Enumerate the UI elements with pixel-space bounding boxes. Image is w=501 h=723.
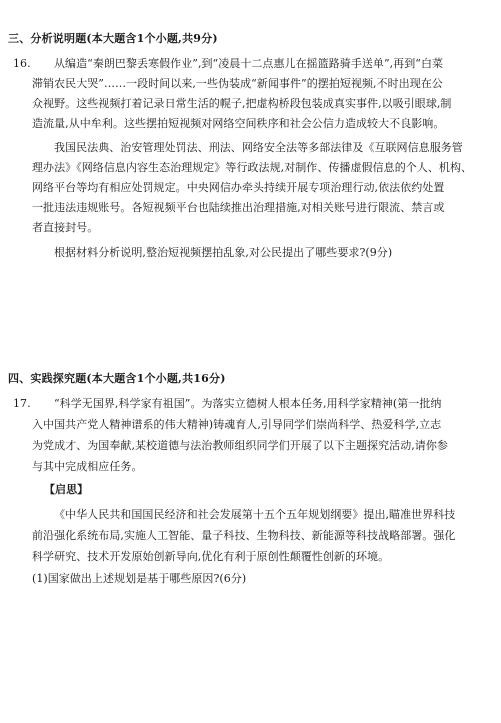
q16-line-4: 造流量,从中牟利。这些摆拍短视频对网络空间秩序和社会公信力造成较大不良影响。: [32, 117, 445, 130]
q17-sub-line-1: 《中华人民共和国国民经济和社会发展第十五个五年规划纲要》提出,瞄准世界科技: [54, 508, 456, 521]
q17-line-3: 为党成才、为国奉献,某校道德与法治教师组织同学们开展了以下主题探究活动,请你参: [32, 439, 448, 452]
q17-line-1: “科学无国界,科学家有祖国”。为落实立德树人根本任务,用科学家精神(第一批纳: [54, 397, 442, 410]
q17-sub-line-2: 前沿强化系统布局,实施人工智能、量子科技、生物科技、新能源等科技战略部署。强化: [32, 529, 456, 542]
q16-question: 根据材料分析说明,整治短视频摆拍乱象,对公民提出了哪些要求?(9分): [54, 246, 393, 259]
q16-line-1: 从编造“秦朗巴黎丢寒假作业”,到“凌晨十二点惠儿在摇篮路骑手送单”,再到“白菜: [54, 57, 444, 70]
q17-number: 17.: [13, 397, 31, 410]
q17-line-2: 入中国共产党人精神谱系的伟大精神)铸魂育人,引导同学们崇尚科学、热爱科学,立志: [32, 418, 442, 431]
q16-line-3: 众视野。这些视频打着记录日常生活的幌子,把虚构桥段包装成真实事件,以吸引眼球,制: [32, 97, 452, 110]
q16-line-7: 网络平台等均有相应处罚规定。中央网信办牵头持续开展专项治理行动,依法依约处置: [32, 181, 445, 194]
q17-question-1: (1)国家做出上述规划是基于哪些原因?(6分): [32, 572, 247, 585]
q16-line-8: 一批违法违规账号。各短视频平台也陆续推出治理措施,对相关账号进行限流、禁言或: [32, 201, 445, 214]
q16-line-6: 理办法》《网络信息内容生态治理规定》等行政法规,对制作、传播虚假信息的个人、机构、: [32, 161, 473, 174]
q17-sub-line-3: 科学研究、技术开发原始创新导向,优化有利于原创性颠覆性创新的环境。: [32, 550, 390, 563]
q16-line-5: 我国民法典、治安管理处罚法、刑法、网络安全法等多部法律及《互联网信息服务管: [54, 141, 463, 154]
q17-subheading: 【启思】: [44, 483, 89, 496]
q16-line-9: 者直接封号。: [32, 221, 99, 234]
q16-line-2: 滞销农民大哭”……一段时间以来,一些伪装成“新闻事件”的摆拍短视频,不时出现在公: [32, 77, 443, 90]
section3-heading: 三、分析说明题(本大题含1个小题,共9分): [8, 32, 218, 45]
q16-number: 16.: [13, 57, 31, 70]
q17-line-4: 与其中完成相应任务。: [32, 460, 143, 473]
section4-heading: 四、实践探究题(本大题含1个小题,共16分): [8, 372, 226, 385]
